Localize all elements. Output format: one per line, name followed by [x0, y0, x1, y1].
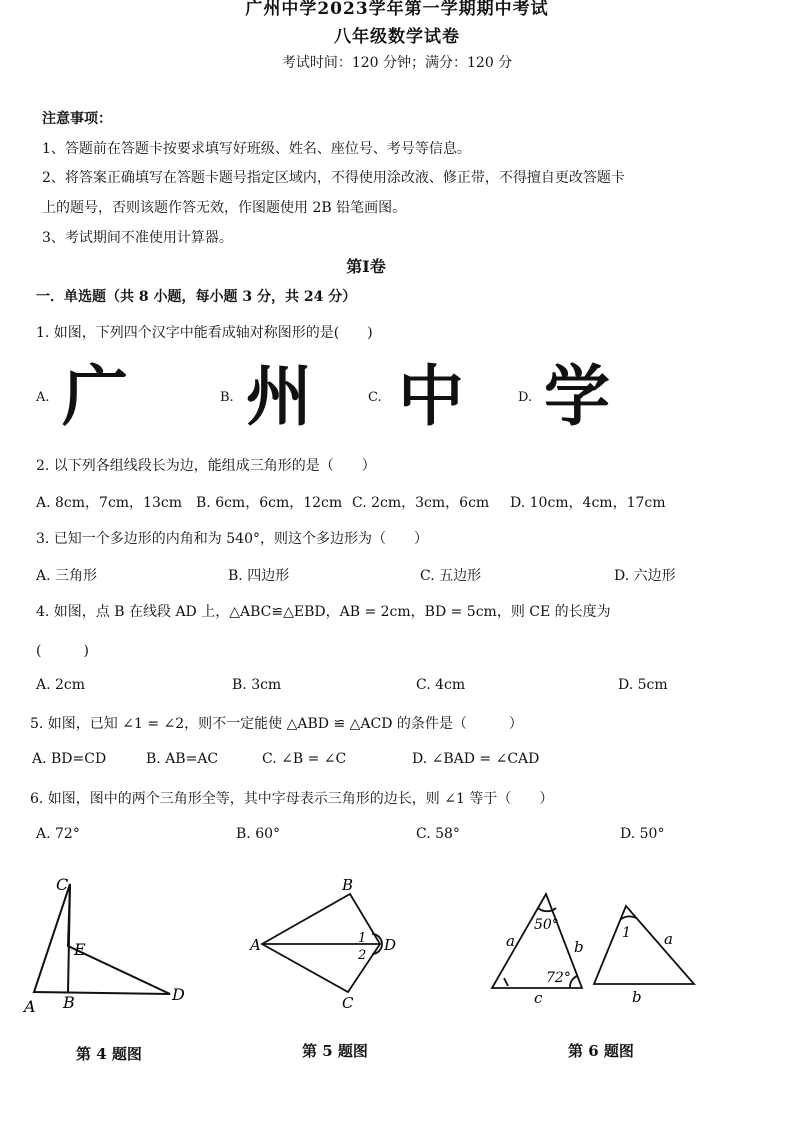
q1-stem: 1. 如图，下列四个汉字中能看成轴对称图形的是( )	[36, 325, 373, 341]
q1-char-zhou: 州	[246, 358, 312, 435]
q2-option-a[interactable]: A. 8cm，7cm，13cm	[36, 495, 182, 511]
q1-option-a-label[interactable]: A.	[36, 390, 50, 405]
notice-heading: 注意事项：	[42, 111, 112, 127]
q1-char-guang: 广	[62, 358, 128, 435]
fig6-left-bottom-tick	[504, 978, 508, 986]
q2-option-b[interactable]: B. 6cm，6cm，12cm	[196, 495, 343, 511]
notice-item-2: 2、将答案正确填写在答题卡题号指定区域内，不得使用涂改液、修正带，不得擅自更改答题卡	[42, 170, 625, 186]
q4-option-a[interactable]: A. 2cm	[36, 677, 86, 693]
q6-stem: 6. 如图，图中的两个三角形全等，其中字母表示三角形的边长，则 ∠1 等于（ ）	[30, 791, 554, 807]
figures-area	[0, 860, 794, 1040]
q1-option-d-label[interactable]: D.	[518, 390, 533, 405]
fig5-caption: 第 5 题图	[302, 1042, 368, 1060]
fig6-right-label-b: b	[632, 988, 642, 1006]
fig6-right-triangle	[594, 906, 694, 984]
q5-option-c[interactable]: C. ∠B = ∠C	[262, 751, 347, 767]
q1-option-c-label[interactable]: C.	[368, 390, 382, 405]
q4-option-b[interactable]: B. 3cm	[232, 677, 282, 693]
fig6-left-label-b: b	[574, 938, 584, 956]
fig6-caption: 第 6 题图	[568, 1042, 634, 1060]
q6-option-b[interactable]: B. 60°	[236, 826, 281, 842]
q5-option-d[interactable]: D. ∠BAD = ∠CAD	[412, 751, 540, 767]
q6-option-c[interactable]: C. 58°	[416, 826, 460, 842]
q3-option-c[interactable]: C. 五边形	[420, 568, 482, 584]
q3-option-a[interactable]: A. 三角形	[36, 568, 98, 584]
q2-option-c[interactable]: C. 2cm，3cm，6cm	[352, 495, 490, 511]
q4-stem: 4. 如图，点 B 在线段 AD 上，△ABC≌△EBD，AB = 2cm，BD = 5cm，则 CE 的长度为	[36, 604, 611, 620]
q2-option-d[interactable]: D. 10cm，4cm，17cm	[510, 495, 666, 511]
q5-option-a[interactable]: A. BD=CD	[32, 751, 107, 767]
exam-title: 广州中学2023学年第一学期期中考试	[245, 0, 549, 19]
q4-stem-cont: ( )	[36, 643, 89, 659]
part1-title: 一．单选题（共 8 小题，每小题 3 分，共 24 分）	[36, 289, 357, 305]
fig4-caption: 第 4 题图	[76, 1045, 142, 1063]
fig5-label-b: B	[342, 876, 354, 894]
q1-char-xue: 学	[544, 358, 610, 435]
fig6-left-label-a: a	[506, 932, 515, 950]
notice-item-3: 3、考试期间不准使用计算器。	[42, 230, 233, 246]
fig5-label-angle2: 2	[358, 948, 367, 963]
q1-option-b-label[interactable]: B.	[220, 390, 234, 405]
fig4-segment-cb	[68, 884, 70, 993]
fig6-label-72: 72°	[546, 970, 571, 986]
fig4-label-a: A	[24, 997, 36, 1016]
q6-option-a[interactable]: A. 72°	[36, 826, 80, 842]
q3-option-b[interactable]: B. 四边形	[228, 568, 290, 584]
fig6-right-label-a: a	[664, 930, 673, 948]
exam-subtitle: 八年级数学试卷	[334, 27, 460, 47]
exam-info: 考试时间：120 分钟；满分：120 分	[281, 55, 513, 71]
q5-stem: 5. 如图，已知 ∠1 = ∠2，则不一定能使 △ABD ≌ △ACD 的条件是（ ）	[30, 716, 523, 732]
fig6-left-top-arc	[538, 908, 556, 911]
fig6-left-right-arc	[570, 976, 577, 988]
fig5-label-d: D	[384, 936, 397, 954]
fig4-lines	[34, 884, 170, 994]
q6-option-d[interactable]: D. 50°	[620, 826, 665, 842]
figure-4	[34, 884, 170, 994]
q3-stem: 3. 已知一个多边形的内角和为 540°，则这个多边形为（ ）	[36, 531, 428, 547]
notice-item-1: 1、答题前在答题卡按要求填写好班级、姓名、座位号、考号等信息。	[42, 141, 471, 157]
fig4-label-b: B	[63, 993, 75, 1012]
q3-option-d[interactable]: D. 六边形	[614, 568, 676, 584]
fig4-label-e: E	[74, 940, 86, 959]
fig5-label-angle1: 1	[358, 931, 367, 946]
q4-option-d[interactable]: D. 5cm	[618, 677, 668, 693]
q4-option-c[interactable]: C. 4cm	[416, 677, 466, 693]
fig6-label-angle1: 1	[622, 925, 631, 941]
section-title: 第Ⅰ卷	[346, 257, 386, 276]
notice-item-2-cont: 上的题号，否则该题作答无效，作图题使用 2B 铅笔画图。	[42, 200, 407, 216]
fig5-label-a: A	[250, 936, 261, 954]
fig4-label-d: D	[172, 985, 185, 1004]
q5-option-b[interactable]: B. AB=AC	[146, 751, 219, 767]
fig4-label-c: C	[56, 875, 69, 894]
q1-char-zhong: 中	[398, 358, 464, 435]
fig6-label-50: 50°	[534, 917, 559, 933]
fig5-label-c: C	[342, 994, 354, 1012]
q2-stem: 2. 以下列各组线段长为边，能组成三角形的是（ ）	[36, 458, 376, 474]
fig6-left-label-c: c	[534, 989, 543, 1007]
